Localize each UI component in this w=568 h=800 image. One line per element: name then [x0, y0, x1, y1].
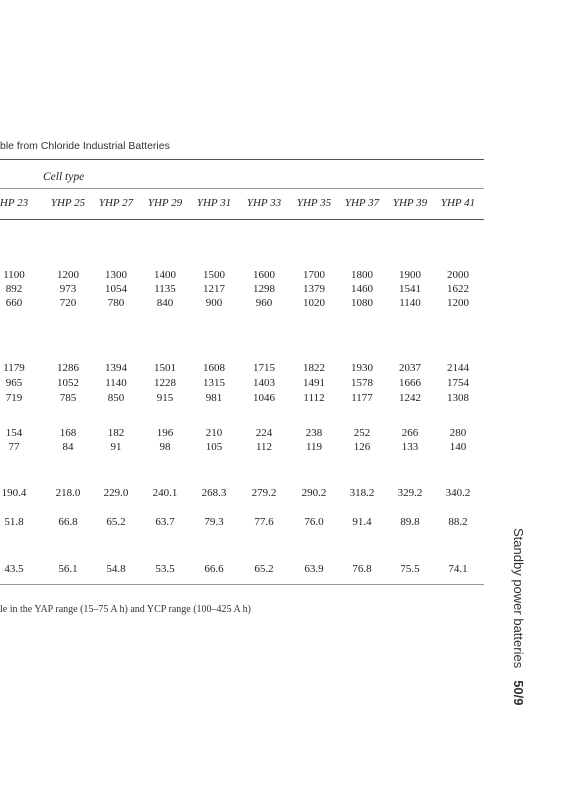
column-header: YHP 35 — [296, 197, 332, 209]
table-cell: 105 — [205, 441, 223, 453]
table-cell: 1308 — [447, 392, 469, 404]
table-cell: 1754 — [447, 377, 469, 389]
table-cell: 210 — [205, 427, 223, 439]
table-cell: 1200 — [447, 297, 469, 309]
table-cell: 66.8 — [58, 516, 78, 528]
table-caption: ble from Chloride Industrial Batteries — [0, 140, 170, 152]
table-cell: 1541 — [399, 283, 421, 295]
column-header: YHP 39 — [392, 197, 428, 209]
table-row — [0, 563, 490, 577]
table-cell: 196 — [156, 427, 174, 439]
table-cell: 65.2 — [254, 563, 274, 575]
table-row — [0, 377, 490, 391]
table-bottom-rule — [0, 584, 484, 585]
table-cell: 1491 — [303, 377, 325, 389]
table-cell: 1315 — [203, 377, 225, 389]
cell-type-heading: Cell type — [43, 171, 85, 183]
table-cell: 63.9 — [304, 563, 324, 575]
table-cell: 89.8 — [400, 516, 420, 528]
table-cell: 850 — [107, 392, 125, 404]
table-cell: 1112 — [303, 392, 325, 404]
table-cell: 1800 — [351, 269, 373, 281]
table-cell: 224 — [255, 427, 273, 439]
table-cell: 65.2 — [106, 516, 126, 528]
table-cell: 1298 — [253, 283, 275, 295]
table-cell: 51.8 — [4, 516, 24, 528]
table-cell: 77.6 — [254, 516, 274, 528]
table-cell: 280 — [449, 427, 467, 439]
table-cell: 1300 — [105, 269, 127, 281]
table-cell: 1578 — [351, 377, 373, 389]
table-cell: 2000 — [447, 269, 469, 281]
table-cell: 1400 — [154, 269, 176, 281]
table-cell: 56.1 — [58, 563, 78, 575]
table-cell: 965 — [5, 377, 23, 389]
table-footnote: le in the YAP range (15–75 A h) and YCP range (100–425 A h) — [0, 604, 251, 615]
table-cell: 88.2 — [448, 516, 468, 528]
column-header-row — [0, 197, 490, 213]
table-cell: 91 — [110, 441, 122, 453]
table-cell: 1715 — [253, 362, 275, 374]
table-cell: 1460 — [351, 283, 373, 295]
table-cell: 2037 — [399, 362, 421, 374]
table-cell: 1403 — [253, 377, 275, 389]
table-cell: 168 — [59, 427, 77, 439]
table-cell: 98 — [159, 441, 171, 453]
table-cell: 892 — [5, 283, 23, 295]
table-cell: 1135 — [154, 283, 176, 295]
table-cell: 780 — [107, 297, 125, 309]
table-cell: 1379 — [303, 283, 325, 295]
column-header: YHP 41 — [440, 197, 476, 209]
table-cell: 66.6 — [204, 563, 224, 575]
table-cell: 74.1 — [448, 563, 468, 575]
table-cell: 1700 — [303, 269, 325, 281]
table-cell: 1242 — [399, 392, 421, 404]
table-cell: 785 — [59, 392, 77, 404]
header-bottom-rule — [0, 219, 484, 220]
table-cell: 1666 — [399, 377, 421, 389]
table-cell: 1200 — [57, 269, 79, 281]
table-cell: 229.0 — [103, 487, 129, 499]
column-header: YHP 31 — [196, 197, 232, 209]
table-cell: 1140 — [105, 377, 127, 389]
table-cell: 154 — [5, 427, 23, 439]
table-cell: 63.7 — [155, 516, 175, 528]
table-cell: 1080 — [351, 297, 373, 309]
table-cell: 1501 — [154, 362, 176, 374]
table-cell: 268.3 — [201, 487, 227, 499]
table-cell: 84 — [62, 441, 74, 453]
table-cell: 238 — [305, 427, 323, 439]
table-cell: 1600 — [253, 269, 275, 281]
column-header: YHP 25 — [50, 197, 86, 209]
table-cell: 2144 — [447, 362, 469, 374]
table-cell: 340.2 — [445, 487, 471, 499]
table-row — [0, 297, 490, 311]
table-cell: 133 — [401, 441, 419, 453]
column-header: YHP 37 — [344, 197, 380, 209]
table-cell: 1046 — [253, 392, 275, 404]
table-cell: 900 — [205, 297, 223, 309]
table-cell: 91.4 — [352, 516, 372, 528]
table-cell: 840 — [156, 297, 174, 309]
table-cell: 318.2 — [349, 487, 375, 499]
table-cell: 720 — [59, 297, 77, 309]
table-cell: 329.2 — [397, 487, 423, 499]
table-cell: 252 — [353, 427, 371, 439]
table-cell: 1930 — [351, 362, 373, 374]
cell-type-rule — [0, 188, 484, 189]
running-header — [508, 528, 528, 718]
table-row — [0, 362, 490, 376]
table-row — [0, 427, 490, 441]
table-row — [0, 516, 490, 530]
table-cell: 53.5 — [155, 563, 175, 575]
table-cell: 960 — [255, 297, 273, 309]
table-row — [0, 283, 490, 297]
table-cell: 240.1 — [152, 487, 178, 499]
table-cell: 266 — [401, 427, 419, 439]
table-cell: 660 — [5, 297, 23, 309]
column-header: HP 23 — [0, 197, 29, 209]
table-cell: 1608 — [203, 362, 225, 374]
table-cell: 1100 — [3, 269, 25, 281]
table-cell: 290.2 — [301, 487, 327, 499]
table-cell: 1020 — [303, 297, 325, 309]
table-row — [0, 487, 490, 501]
table-cell: 77 — [8, 441, 20, 453]
table-cell: 1228 — [154, 377, 176, 389]
table-cell: 279.2 — [251, 487, 277, 499]
table-row — [0, 392, 490, 406]
table-cell: 218.0 — [55, 487, 81, 499]
column-header: YHP 33 — [246, 197, 282, 209]
table-cell: 1140 — [399, 297, 421, 309]
section-title: Standby power batteries — [511, 528, 526, 669]
table-cell: 182 — [107, 427, 125, 439]
table-cell: 1177 — [351, 392, 373, 404]
table-row — [0, 441, 490, 455]
table-cell: 126 — [353, 441, 371, 453]
table-cell: 43.5 — [4, 563, 24, 575]
table-cell: 973 — [59, 283, 77, 295]
table-cell: 981 — [205, 392, 223, 404]
table-cell: 119 — [305, 441, 323, 453]
table-cell: 1900 — [399, 269, 421, 281]
table-cell: 76.8 — [352, 563, 372, 575]
column-header: YHP 29 — [147, 197, 183, 209]
table-cell: 1052 — [57, 377, 79, 389]
table-cell: 915 — [156, 392, 174, 404]
table-cell: 54.8 — [106, 563, 126, 575]
table-cell: 76.0 — [304, 516, 324, 528]
column-header: YHP 27 — [98, 197, 134, 209]
table-cell: 79.3 — [204, 516, 224, 528]
table-cell: 1054 — [105, 283, 127, 295]
table-row — [0, 269, 490, 283]
table-cell: 112 — [255, 441, 273, 453]
table-cell: 140 — [449, 441, 467, 453]
table-top-rule — [0, 159, 484, 160]
table-cell: 75.5 — [400, 563, 420, 575]
table-cell: 1394 — [105, 362, 127, 374]
table-cell: 1622 — [447, 283, 469, 295]
table-cell: 1217 — [203, 283, 225, 295]
table-cell: 719 — [5, 392, 23, 404]
table-cell: 1500 — [203, 269, 225, 281]
table-cell: 1822 — [303, 362, 325, 374]
table-cell: 1286 — [57, 362, 79, 374]
table-cell: 190.4 — [1, 487, 27, 499]
table-cell: 1179 — [3, 362, 25, 374]
page-number: 50/9 — [511, 680, 526, 706]
